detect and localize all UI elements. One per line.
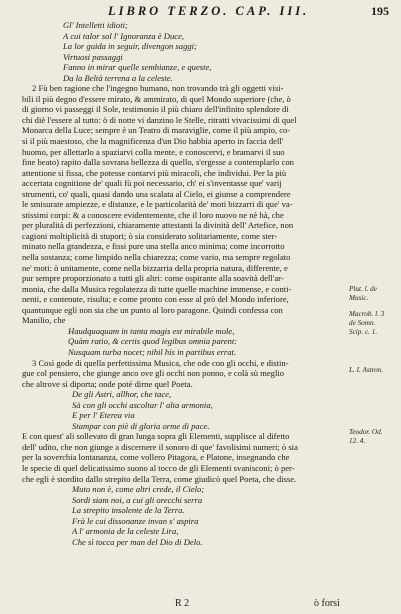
verse-line: A cui talor sol l' Ignoranza è Duce, [63,30,185,41]
marginal-note-macrobius [349,310,399,336]
prose-line: cagioni moltiplicità di stupori; ò sia considerato solitariamente, come ster- [22,230,278,241]
verse-line: E per l' Eterea via [72,410,135,421]
prose-line: dell' udito, che non giunge a discernere il sonoro di que' favolisimi numeri; ò sia [22,441,298,452]
prose-line: ne' moti: ò unitamente, come nella bizzarria della propria natura, differente, e [22,262,288,273]
prose-line: minato nella grandezza, e fissi pure una stella anco minima; come incorrotto [22,241,285,252]
prose-line: le specie di quel delicatissimo suono al tocco de gli Elementi svanisconi; ò per- [22,462,295,473]
prose-line: fine beato) rapito dalla sovrana bellezza di quello, s'ergesse a contemplarlo con [22,157,294,168]
prose-line: che altrove sì diporta; onde poté dirne quel Poeta. [22,378,193,389]
prose-line: che egli è stordito dallo strepito della Terra, come giudicò quel Poeta, che disse. [22,473,297,484]
marginal-line: Macrob. l. 3 [349,310,385,318]
verse-line: Frà le cui dissonanze invan s' aspira [72,515,199,526]
marginal-line: de Somn. [349,318,376,327]
marginal-line: 12. 4. [349,436,366,445]
verse-line: Muto non è, come altri crede, il Cielo; [72,484,205,495]
prose-line: nella sostanza; come limpido nella chiarezza; come vario, ma sempre regolato [22,252,291,263]
verse-block-4 [22,484,338,547]
verse-block-3 [22,389,338,431]
catchword: ò forsi [314,598,340,609]
prose-line: Monarca della Luce; sempre è un Teatro di maraviglie, come il più ampio, co- [22,125,291,136]
running-title: LIBRO TERZO. CAP. III. [108,4,310,18]
prose-line: per pluralità di perfezzioni, chiaramente attestanti la divinità dell' Artefice, non [22,220,294,231]
marginal-note-plutarch [349,285,399,303]
marginal-line: Teodor. Od. [349,428,383,436]
page-footer [0,598,401,610]
marginal-line: L. I. Astron. [349,366,384,374]
verse-line: Sordi siam noi, a cui gli orecchi serra [72,494,203,505]
verse-line: Haudquaquam in tanta magis est mirabile mole, [68,325,235,336]
prose-line: E con quest' ali sollevato di gran lunga sopra gli Elementi, supplisce al difetto [22,431,290,442]
prose-line: strumenti, co' quali, quasi dando una scalata al Cielo, ei giunse a comprendere [22,188,291,199]
prose-line: pur sempre proporzionato a tutti gli altri: come ospirante alla soavità dell'ar- [22,273,284,284]
prose-line: 3 Così gode di quella perfettissima Musica, che ode con gli occhi, e distin- [32,357,289,368]
verse-line: Nusquam turba nocet; nihil his in partibus errat. [68,346,237,357]
verse-block-2 [22,326,338,358]
marginal-note-manilius [349,366,399,375]
verse-line: La strepito insolente de la Terra. [72,505,185,516]
prose-line: attentione sì fissa, che potesse contarvi più miracoli, che individui. Per la più [22,167,287,178]
main-text [22,20,338,547]
prose-line: le smisurate ampiezze, e distanze, e le particolarità de' moti bizzarri di que' va- [22,199,293,210]
prose-line: di giorno vi passeggi il Sole, testimonio il più chiaro dell'infinito splendore di [22,104,289,115]
prose-line: monia, che dalla Musica regolatezza di tutte quelle machine immense, e conti- [22,283,292,294]
verse-line: Virtuosi passaggi [63,51,123,62]
paragraph-3 [22,358,338,390]
prose-line: sì il più maestoso, che la magnificenza d'un Dio habbia aperto in faccia dell' [22,136,284,147]
verse-line: Da la Beltà terrena a la celeste. [63,72,173,83]
verse-line: Sà con gli occhi ascoltar l' alta armonia, [72,399,213,410]
verse-line: Stampar con piè di gloria orme di pace. [72,420,210,431]
verse-line: Gl' Intelletti idioti; [63,20,128,30]
prose-line: per la soverchia lontananza, come vollero Pitagora, e Platone, insegnando che [22,452,290,463]
prose-line: gue col pensiero, che giunge anco ove gli occhi non ponno, e colà sù meglio [22,368,285,379]
prose-line: quantunque egli non sia che un punto al loro paragone. Quindi confessa con [22,304,283,315]
verse-line: Fanno in mirar quelle sembianze, e queste, [63,62,212,73]
prose-line: chi diè l'essere al tutto: ò di notte vi danzino le Stelle, ritratti vivacissimi di quel [22,114,297,125]
page-number: 195 [371,4,389,18]
marginal-line: Scip. c. 1. [349,327,378,336]
verse-line: De gli Astri, allhor, che tace, [72,389,172,400]
verse-line: Quàm ratio, & certis quod legibus omnia parent: [68,336,238,347]
marginal-line: Plut. l. de [349,285,377,293]
marginal-note-teodoro [349,428,399,446]
prose-line: stissimi corpi: & a conoscere evidentemente, che il loro nuovo ne nè hà, che [22,209,284,220]
prose-line: Manilio, che [22,315,66,326]
marginal-line: Music. [349,293,369,302]
paragraph-2 [22,83,338,326]
prose-line: 2 Fù ben ragione che l'ingegno humano, non trovando trà gli oggetti visi- [32,83,284,94]
verse-line: Che sì tocca per man del Dio di Delo. [72,536,203,547]
prose-line: bili il più degno d'essere mirato, & ammirato, di quel Mondo superiore (che, ò [22,93,291,104]
verse-line: A l' armonia de la celeste Lira, [72,526,179,537]
prose-line: accertata cognitione de' quali fù poi necessario, ch' ei s'inventasse que' varij [22,178,282,189]
paragraph-4 [22,431,338,484]
prose-line: nenti, e contenute, risulta; e come pronto con esse al prò del Mondo inferiore, [22,294,289,305]
verse-line: La lor guida in seguir, divengon saggi; [63,41,197,52]
verse-block-1 [22,20,338,83]
page-header [0,4,401,20]
prose-line: huomo, per allettarlo a spaziarvi colla mente, e conoscervi, e bramarvi il suo [22,146,285,157]
signature-mark: R 2 [175,598,190,609]
